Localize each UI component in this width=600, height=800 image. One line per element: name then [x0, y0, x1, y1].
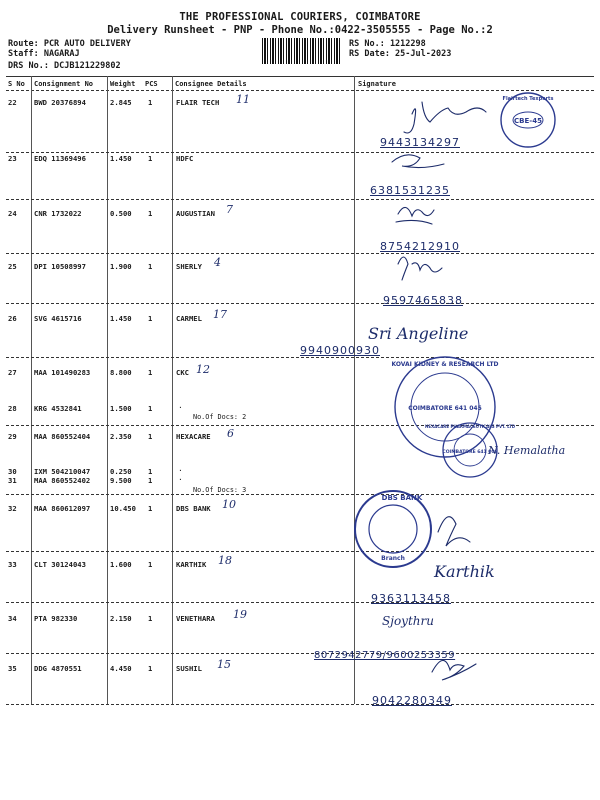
- dbs-bank-stamp: [352, 488, 434, 570]
- row-weight: 1.450: [110, 314, 132, 323]
- stamp-center-text: Branch: [381, 555, 405, 562]
- row-pcs: 1: [148, 432, 153, 441]
- rs-number: RS No.: 1212298: [349, 39, 426, 49]
- bullet-dot: .: [178, 401, 183, 410]
- row-mark: 7: [226, 203, 233, 216]
- row-consignee: CKC: [176, 368, 189, 377]
- row-consignment: BWD 20376894: [34, 98, 86, 107]
- staff-label: Staff: NAGARAJ: [8, 49, 80, 59]
- row-mark: 18: [218, 554, 232, 567]
- row-weight: 1.450: [110, 154, 132, 163]
- row-sno: 25: [8, 262, 17, 271]
- company-title: THE PROFESSIONAL COURIERS, COIMBATORE: [179, 11, 421, 23]
- row-consignee: KARTHIK: [176, 560, 207, 569]
- row-consignee: SHERLY: [176, 262, 202, 271]
- row-consignment: DPI 10508997: [34, 262, 86, 271]
- row-consignment: CLT 30124043: [34, 560, 86, 569]
- row-consignment: KRG 4532841: [34, 404, 82, 413]
- docs-note: No.Of Docs: 3: [193, 486, 247, 494]
- runsheet-subtitle: Delivery Runsheet - PNP - Phone No.:0422-3505555 - Page No.:2: [107, 24, 493, 36]
- handwritten-phone: 9597465838: [383, 294, 463, 307]
- row-consignee: AUGUSTIAN: [176, 209, 215, 218]
- row-pcs: 1: [148, 368, 153, 377]
- row-sno: 22: [8, 98, 17, 107]
- row-sno: 31: [8, 476, 17, 485]
- route-label: Route: PCR AUTO DELIVERY: [8, 39, 131, 49]
- handwritten-phone: 9940900930: [300, 344, 380, 357]
- row-sno: 34: [8, 614, 17, 623]
- row-weight: 4.450: [110, 664, 132, 673]
- row-sno: 30: [8, 467, 17, 476]
- col-divider: [107, 76, 108, 704]
- row-pcs: 1: [148, 314, 153, 323]
- flairtech-stamp: [498, 90, 558, 150]
- row-sno: 28: [8, 404, 17, 413]
- col-header-consignment: Consignment No: [34, 80, 94, 88]
- row-mark: 19: [233, 608, 247, 621]
- handwritten-name: N. Hemalatha: [488, 444, 566, 457]
- stamp-center-text: COIMBATORE 641 045: [408, 405, 482, 412]
- handwritten-phone: 6381531235: [370, 184, 450, 197]
- row-consignment: DDG 4870551: [34, 664, 82, 673]
- row-consignee: HEXACARE: [176, 432, 211, 441]
- row-pcs: 1: [148, 98, 153, 107]
- row-weight: 2.845: [110, 98, 132, 107]
- row-consignment: MAA 860552404: [34, 432, 91, 441]
- bullet-dot: .: [178, 473, 183, 482]
- row-consignee: SUSHIL: [176, 664, 202, 673]
- row-pcs: 1: [148, 404, 153, 413]
- handwritten-name: Sri Angeline: [368, 324, 469, 343]
- row-mark: 11: [236, 93, 250, 106]
- col-header-weight: Weight: [110, 80, 136, 88]
- stamp-ring-text: HEXACARE PHARMACEUTICALS PVT. LTD: [424, 424, 516, 429]
- col-divider: [31, 76, 32, 704]
- row-mark: 17: [213, 308, 227, 321]
- row-mark: 12: [196, 363, 210, 376]
- row-sno: 24: [8, 209, 17, 218]
- handwritten-phone: 9042280349: [372, 694, 452, 707]
- handwritten-name: Sjoythru: [382, 614, 434, 628]
- rs-date: RS Date: 25-Jul-2023: [349, 49, 452, 59]
- barcode: [262, 38, 342, 64]
- row-consignment: MAA 101490283: [34, 368, 91, 377]
- row-consignment: CNR 1732022: [34, 209, 82, 218]
- row-mark: 6: [227, 427, 234, 440]
- stamp-ring-text: KOVAI KIDNEY & RESEARCH LTD: [391, 361, 499, 368]
- row-pcs: 1: [148, 154, 153, 163]
- row-consignee: CARMEL: [176, 314, 202, 323]
- row-weight: 1.500: [110, 404, 132, 413]
- stamp-center-text: COIMBATORE 641 009: [442, 450, 498, 455]
- row-weight: 0.250: [110, 467, 132, 476]
- row-pcs: 1: [148, 560, 153, 569]
- stamp-center-text: CBE-45: [514, 117, 542, 125]
- col-header-pcs: PCS: [145, 80, 158, 88]
- handwritten-phone: 9363113458: [371, 592, 451, 605]
- row-sno: 32: [8, 504, 17, 513]
- handwritten-phone: 8754212910: [380, 240, 460, 253]
- col-divider: [172, 76, 173, 704]
- row-pcs: 1: [148, 614, 153, 623]
- row-sno: 26: [8, 314, 17, 323]
- row-pcs: 1: [148, 209, 153, 218]
- row-pcs: 1: [148, 504, 153, 513]
- col-divider: [354, 76, 355, 704]
- row-sno: 27: [8, 368, 17, 377]
- row-consignment: SVG 4615716: [34, 314, 82, 323]
- row-mark: 15: [217, 658, 231, 671]
- handwritten-phone: 8072942779/9600253359: [314, 650, 456, 661]
- bullet-dot: .: [178, 464, 183, 473]
- row-consignment: PTA 982330: [34, 614, 78, 623]
- row-weight: 2.150: [110, 614, 132, 623]
- handwritten-phone: 9443134297: [380, 136, 460, 149]
- docs-note: No.Of Docs: 2: [193, 413, 247, 421]
- row-mark: 4: [214, 256, 221, 269]
- drs-number: DRS No.: DCJB121229802: [8, 61, 121, 71]
- row-consignee: HDFC: [176, 154, 194, 163]
- row-consignment: EDQ 11369496: [34, 154, 86, 163]
- row-mark: 10: [222, 498, 236, 511]
- row-weight: 8.800: [110, 368, 132, 377]
- row-weight: 1.600: [110, 560, 132, 569]
- handwritten-name: Karthik: [434, 562, 495, 581]
- stamp-ring-text: Flairtech Texparts: [502, 96, 554, 102]
- row-weight: 1.900: [110, 262, 132, 271]
- row-consignment: MAA 860552402: [34, 476, 91, 485]
- row-sno: 35: [8, 664, 17, 673]
- stamp-ring-text: DBS BANK: [381, 494, 423, 502]
- row-pcs: 1: [148, 476, 153, 485]
- row-sno: 29: [8, 432, 17, 441]
- col-header-consignee: Consignee Details: [175, 80, 247, 88]
- row-consignee: VENETHARA: [176, 614, 215, 623]
- hexacare-stamp: [424, 420, 516, 480]
- row-weight: 9.500: [110, 476, 132, 485]
- row-pcs: 1: [148, 262, 153, 271]
- table-top-rule: [6, 76, 594, 77]
- row-weight: 10.450: [110, 504, 136, 513]
- col-header-sno: S No: [8, 80, 25, 88]
- row-pcs: 1: [148, 664, 153, 673]
- row-consignee: DBS BANK: [176, 504, 211, 513]
- row-weight: 0.500: [110, 209, 132, 218]
- row-consignment: IXM 504210047: [34, 467, 91, 476]
- row-pcs: 1: [148, 467, 153, 476]
- row-weight: 2.350: [110, 432, 132, 441]
- row-consignee: FLAIR TECH: [176, 98, 220, 107]
- row-sno: 23: [8, 154, 17, 163]
- row-sno: 33: [8, 560, 17, 569]
- col-header-signature: Signature: [358, 80, 396, 88]
- row-consignment: MAA 860612097: [34, 504, 91, 513]
